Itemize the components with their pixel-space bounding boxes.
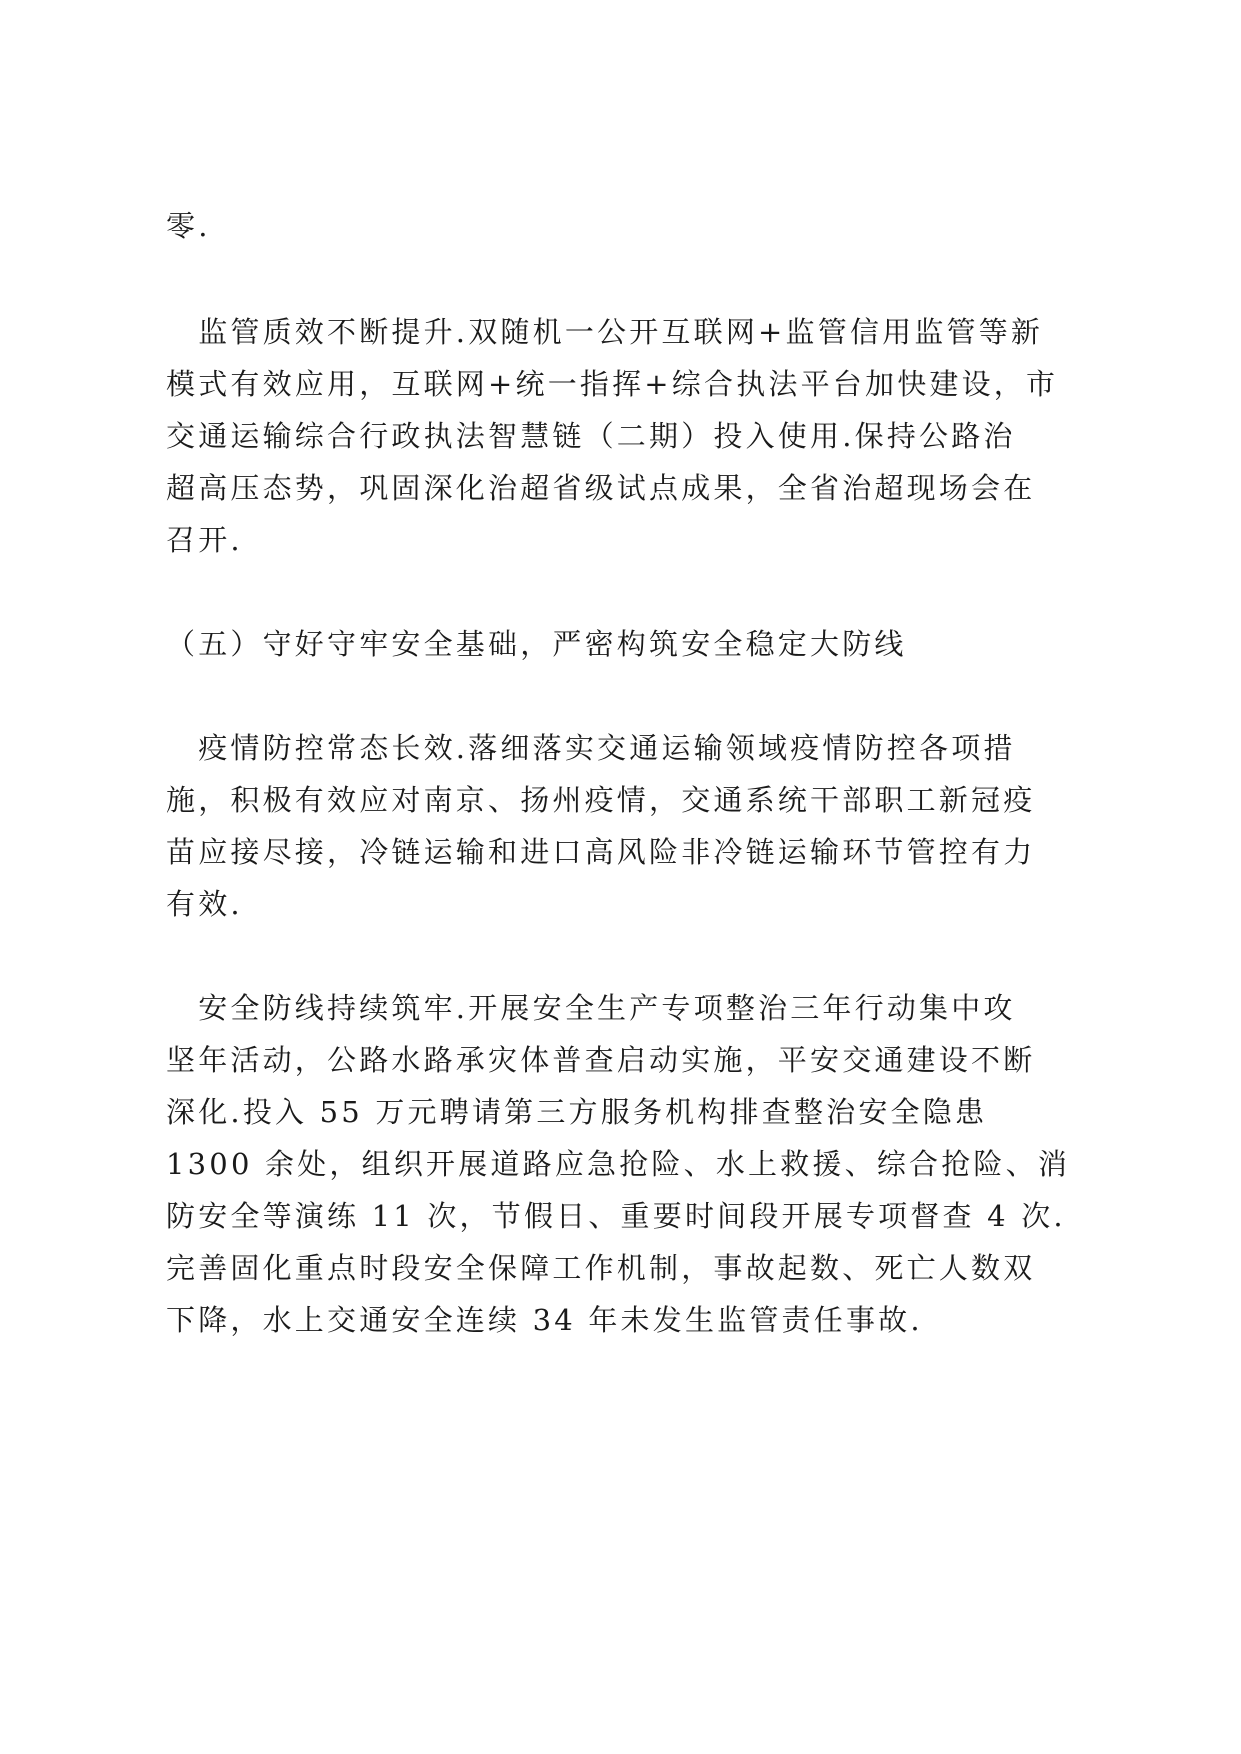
paragraph-line: 交通运输综合行政执法智慧链（二期）投入使用.保持公路治	[166, 419, 1016, 453]
paragraph-line: 有效.	[166, 887, 243, 921]
paragraph-line: 召开.	[166, 523, 243, 557]
paragraph-line: 模式有效应用，互联网+统一指挥+综合执法平台加快建设，市	[166, 367, 1059, 401]
paragraph-line: 完善固化重点时段安全保障工作机制，事故起数、死亡人数双	[166, 1251, 1036, 1285]
paragraph-line: 坚年活动，公路水路承灾体普查启动实施，平安交通建设不断	[166, 1043, 1036, 1077]
paragraph-line: 疫情防控常态长效.落细落实交通运输领域疫情防控各项措	[166, 731, 1016, 765]
paragraph-line: 1300 余处，组织开展道路应急抢险、水上救援、综合抢险、消	[166, 1147, 1071, 1181]
paragraph-line: 深化.投入 55 万元聘请第三方服务机构排查整治安全隐患	[166, 1095, 988, 1129]
paragraph-line: 监管质效不断提升.双随机一公开互联网+监管信用监管等新	[166, 315, 1044, 349]
paragraph-line: 零.	[166, 209, 211, 243]
paragraph-line: 施，积极有效应对南京、扬州疫情，交通系统干部职工新冠疫	[166, 783, 1036, 817]
paragraph-line: 超高压态势，巩固深化治超省级试点成果，全省治超现场会在	[166, 471, 1036, 505]
paragraph-line: 安全防线持续筑牢.开展安全生产专项整治三年行动集中攻	[166, 991, 1016, 1025]
paragraph-line: 苗应接尽接，冷链运输和进口高风险非冷链运输环节管控有力	[166, 835, 1036, 869]
section-heading: （五）守好守牢安全基础，严密构筑安全稳定大防线	[166, 627, 907, 661]
paragraph-line: 防安全等演练 11 次，节假日、重要时间段开展专项督查 4 次.	[166, 1199, 1066, 1233]
paragraph-line: 下降，水上交通安全连续 34 年未发生监管责任事故.	[166, 1303, 923, 1337]
